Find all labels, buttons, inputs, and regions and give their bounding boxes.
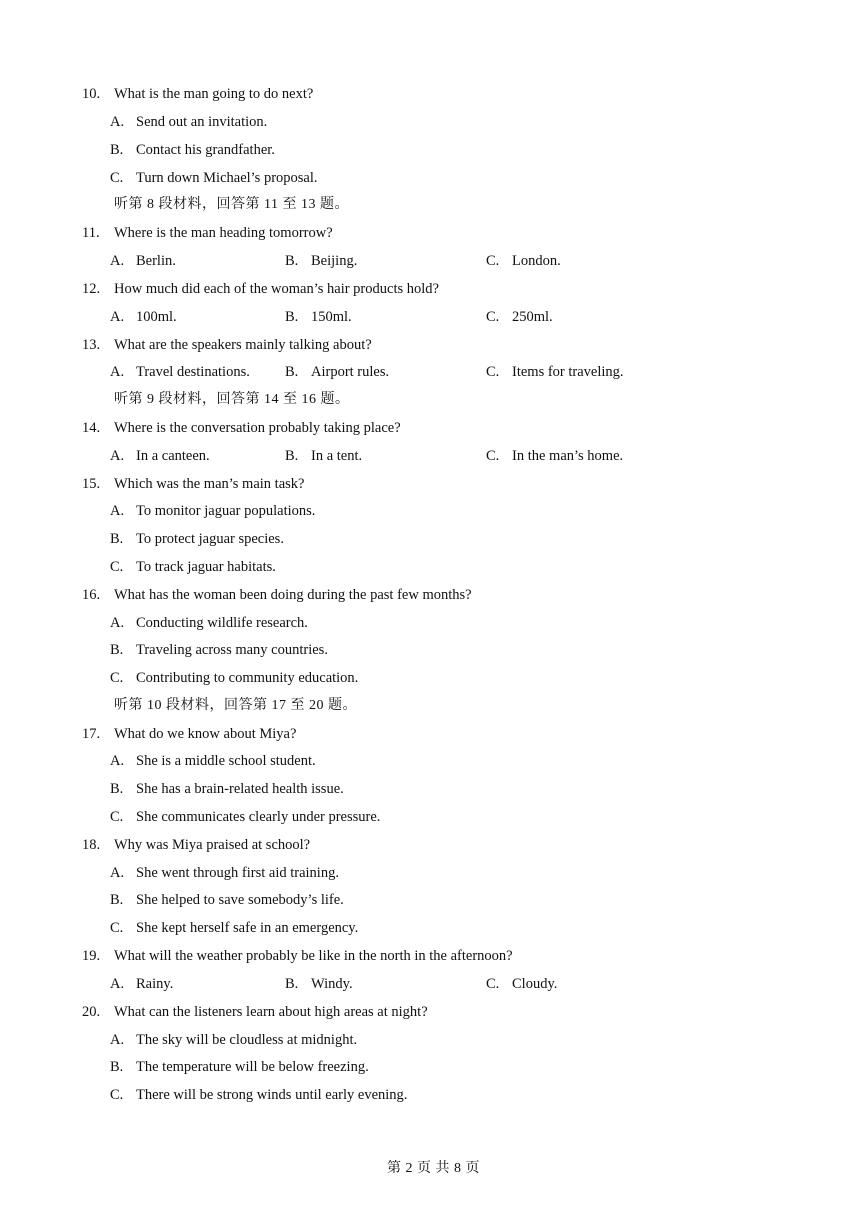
option-text: She helped to save somebody’s life.	[136, 892, 344, 908]
option-letter: C.	[110, 670, 124, 686]
option-letter: C.	[486, 364, 500, 380]
option-text: 250ml.	[512, 309, 553, 325]
option-letter: A.	[110, 448, 125, 464]
option-letter: C.	[486, 448, 500, 464]
question-12	[82, 280, 439, 298]
option-20c	[110, 1086, 407, 1104]
option-text: To protect jaguar species.	[136, 531, 284, 547]
section-heading-10: 听第 10 段材料，回答第 17 至 20 题。	[114, 698, 357, 713]
option-letter: C.	[486, 253, 500, 269]
option-letter: A.	[110, 615, 125, 631]
section-heading-9: 听第 9 段材料，回答第 14 至 16 题。	[114, 392, 350, 407]
option-letter: B.	[285, 253, 299, 269]
question-10	[82, 85, 313, 103]
option-text: Contributing to community education.	[136, 670, 359, 686]
option-16b	[110, 641, 328, 659]
option-19b	[285, 975, 353, 993]
option-text: Travel destinations.	[136, 364, 250, 380]
section-heading-8: 听第 8 段材料，回答第 11 至 13 题。	[114, 197, 349, 212]
question-number: 14.	[82, 420, 101, 436]
question-text: Why was Miya praised at school?	[114, 837, 311, 853]
option-text: In a tent.	[311, 448, 363, 464]
option-text: The sky will be cloudless at midnight.	[136, 1032, 358, 1048]
option-letter: B.	[110, 892, 124, 908]
option-letter: B.	[285, 448, 299, 464]
question-11	[82, 224, 333, 242]
option-12c	[486, 308, 553, 326]
option-16c	[110, 669, 358, 687]
option-text: Airport rules.	[311, 364, 390, 380]
option-10b	[110, 141, 275, 159]
option-letter: C.	[110, 1087, 124, 1103]
option-13a	[110, 363, 250, 381]
option-letter: B.	[285, 976, 299, 992]
option-letter: A.	[110, 364, 125, 380]
option-letter: A.	[110, 753, 125, 769]
option-letter: B.	[110, 531, 124, 547]
question-19	[82, 947, 513, 965]
option-text: To monitor jaguar populations.	[136, 503, 316, 519]
question-number: 20.	[82, 1004, 101, 1020]
option-letter: C.	[486, 309, 500, 325]
option-text: Contact his grandfather.	[136, 142, 275, 158]
question-20	[82, 1003, 428, 1021]
option-text: Cloudy.	[512, 976, 558, 992]
option-19c	[486, 975, 557, 993]
option-text: There will be strong winds until early evening.	[136, 1087, 408, 1103]
option-18a	[110, 864, 339, 882]
question-number: 11.	[82, 225, 100, 241]
question-text: What can the listeners learn about high areas at night?	[114, 1004, 428, 1020]
option-19a	[110, 975, 173, 993]
question-text: What will the weather probably be like in the north in the afternoon?	[114, 948, 513, 964]
option-text: Traveling across many countries.	[136, 642, 328, 658]
option-text: She communicates clearly under pressure.	[136, 809, 381, 825]
option-text: Windy.	[311, 976, 353, 992]
question-text: What do we know about Miya?	[114, 726, 297, 742]
question-number: 12.	[82, 281, 101, 297]
option-15c	[110, 558, 276, 576]
option-15b	[110, 530, 284, 548]
option-text: The temperature will be below freezing.	[136, 1059, 369, 1075]
option-text: In the man’s home.	[512, 448, 624, 464]
option-text: London.	[512, 253, 561, 269]
option-text: Send out an invitation.	[136, 114, 268, 130]
question-17	[82, 725, 296, 743]
option-letter: A.	[110, 976, 125, 992]
question-text: What is the man going to do next?	[114, 86, 314, 102]
question-number: 16.	[82, 587, 101, 603]
option-text: She is a middle school student.	[136, 753, 316, 769]
question-text: What has the woman been doing during the past few months?	[114, 587, 472, 603]
question-number: 13.	[82, 337, 101, 353]
option-12a	[110, 308, 177, 326]
option-17b	[110, 780, 344, 798]
option-text: 150ml.	[311, 309, 352, 325]
option-text: Beijing.	[311, 253, 358, 269]
option-10a	[110, 113, 267, 131]
question-number: 17.	[82, 726, 101, 742]
question-16	[82, 586, 472, 604]
option-letter: A.	[110, 309, 125, 325]
option-letter: B.	[110, 781, 124, 797]
option-letter: A.	[110, 253, 125, 269]
option-17c	[110, 808, 380, 826]
question-number: 10.	[82, 86, 101, 102]
option-letter: C.	[110, 170, 124, 186]
option-14c	[486, 447, 623, 465]
option-text: Turn down Michael’s proposal.	[136, 170, 318, 186]
question-number: 18.	[82, 837, 101, 853]
option-text: In a canteen.	[136, 448, 210, 464]
option-text: To track jaguar habitats.	[136, 559, 276, 575]
option-letter: A.	[110, 1032, 125, 1048]
option-text: Berlin.	[136, 253, 176, 269]
option-text: She went through first aid training.	[136, 865, 339, 881]
option-letter: C.	[110, 920, 124, 936]
option-letter: B.	[285, 364, 299, 380]
question-number: 15.	[82, 476, 101, 492]
option-20a	[110, 1031, 357, 1049]
option-letter: B.	[110, 1059, 124, 1075]
option-letter: A.	[110, 865, 125, 881]
option-13c	[486, 363, 624, 381]
question-number: 19.	[82, 948, 101, 964]
option-17a	[110, 752, 316, 770]
option-text: Rainy.	[136, 976, 174, 992]
question-text: How much did each of the woman’s hair products hold?	[114, 281, 439, 297]
question-15	[82, 475, 304, 493]
option-letter: A.	[110, 503, 125, 519]
option-12b	[285, 308, 352, 326]
option-letter: C.	[486, 976, 500, 992]
option-11a	[110, 252, 176, 270]
option-11b	[285, 252, 357, 270]
option-14a	[110, 447, 210, 465]
option-15a	[110, 502, 315, 520]
option-text: Conducting wildlife research.	[136, 615, 308, 631]
option-text: 100ml.	[136, 309, 177, 325]
option-13b	[285, 363, 389, 381]
option-text: Items for traveling.	[512, 364, 624, 380]
question-14	[82, 419, 401, 437]
option-text: She kept herself safe in an emergency.	[136, 920, 359, 936]
question-text: Which was the man’s main task?	[114, 476, 305, 492]
option-text: She has a brain-related health issue.	[136, 781, 344, 797]
question-text: What are the speakers mainly talking about?	[114, 337, 372, 353]
option-letter: A.	[110, 114, 125, 130]
option-20b	[110, 1058, 369, 1076]
question-13	[82, 336, 372, 354]
option-18c	[110, 919, 358, 937]
question-text: Where is the man heading tomorrow?	[114, 225, 333, 241]
question-18	[82, 836, 310, 854]
option-letter: C.	[110, 809, 124, 825]
option-letter: B.	[285, 309, 299, 325]
option-18b	[110, 891, 344, 909]
option-14b	[285, 447, 362, 465]
option-letter: B.	[110, 642, 124, 658]
option-letter: C.	[110, 559, 124, 575]
option-16a	[110, 614, 308, 632]
page-footer: 第 2 页 共 8 页	[387, 1161, 480, 1176]
option-10c	[110, 169, 318, 187]
question-text: Where is the conversation probably taking place?	[114, 420, 401, 436]
option-11c	[486, 252, 561, 270]
option-letter: B.	[110, 142, 124, 158]
